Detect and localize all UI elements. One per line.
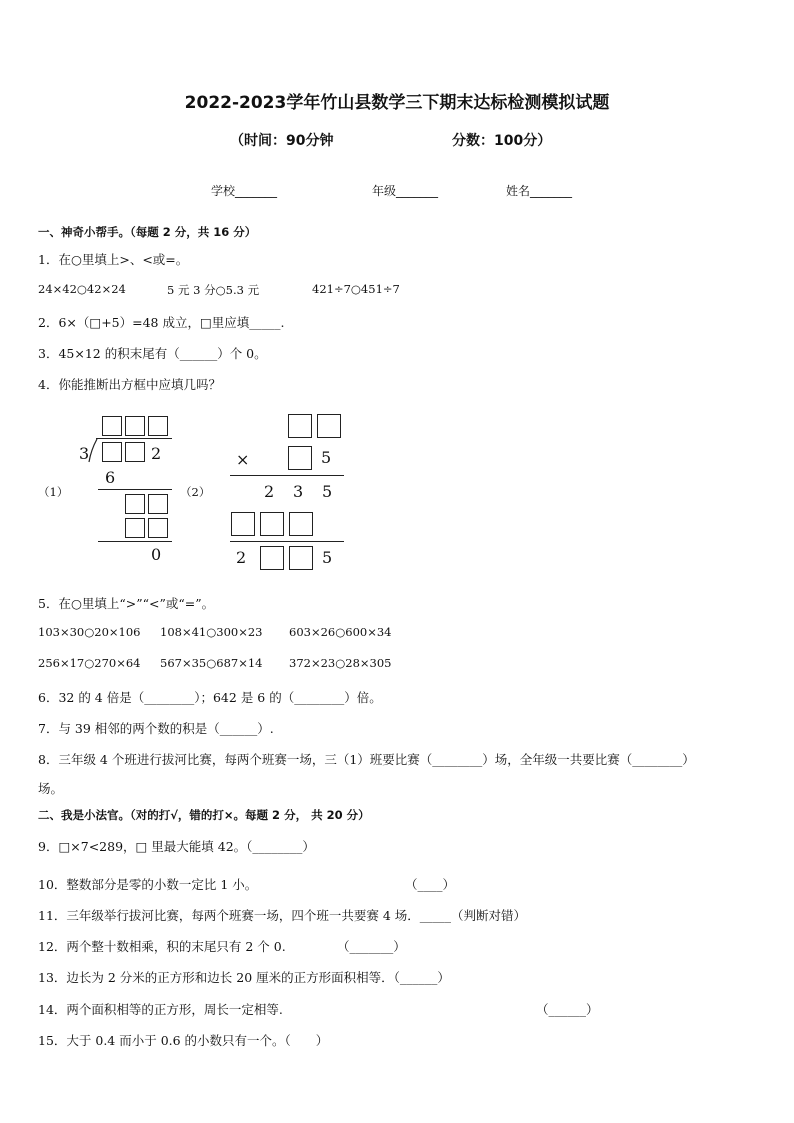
dividend-digit: 2 <box>151 444 162 463</box>
multiplier-digit: 5 <box>321 448 332 467</box>
answer-box[interactable] <box>148 518 168 538</box>
subtract-digit: 6 <box>105 468 116 487</box>
partial-digit: 5 <box>322 482 333 501</box>
partial-digit: 3 <box>293 482 304 501</box>
q4-label-2: （2） <box>180 485 211 499</box>
remainder-digit: 0 <box>151 545 162 564</box>
q4-label-1: （1） <box>38 485 69 499</box>
question-1: 1．在○里填上>、<或=。 <box>38 252 189 267</box>
question-4: 4．你能推断出方框中应填几吗？ <box>38 377 221 392</box>
q5-item: 256×17○270×64 <box>38 656 141 670</box>
answer-box[interactable] <box>125 494 145 514</box>
q5-item: 372×23○28×305 <box>289 656 392 670</box>
answer-blank-14[interactable]: （______） <box>536 1002 599 1017</box>
q1-item-2: 5 元 3 分○5.3 元 <box>167 283 260 297</box>
question-13: 13．边长为 2 分米的正方形和边长 20 厘米的正方形面积相等．（______） <box>38 970 450 985</box>
multiply-sign: × <box>236 450 250 469</box>
answer-box[interactable] <box>288 414 312 438</box>
result-digit: 5 <box>322 548 333 567</box>
answer-box[interactable] <box>260 512 284 536</box>
score-label: 分数：100分） <box>452 133 552 149</box>
question-7: 7．与 39 相邻的两个数的积是（______）. <box>38 721 274 736</box>
question-12: 12．两个整十数相乘，积的末尾只有 2 个 0. <box>38 939 286 954</box>
answer-box[interactable] <box>231 512 255 536</box>
answer-box[interactable] <box>102 442 122 462</box>
q5-item: 103×30○20×106 <box>38 625 141 639</box>
school-field[interactable]: 学校_______ <box>211 184 278 198</box>
question-14: 14．两个面积相等的正方形，周长一定相等. <box>38 1002 283 1017</box>
answer-box[interactable] <box>260 546 284 570</box>
subtract-line <box>98 541 172 542</box>
division-bracket <box>88 438 100 464</box>
question-8-continued: 场。 <box>38 781 64 796</box>
result-digit: 2 <box>236 548 247 567</box>
division-bar <box>96 438 172 439</box>
subtract-line <box>98 489 172 490</box>
answer-box[interactable] <box>288 446 312 470</box>
question-3: 3．45×12 的积末尾有（______）个 0。 <box>38 346 267 361</box>
grade-field[interactable]: 年级_______ <box>372 184 439 198</box>
answer-blank-12[interactable]: （_______） <box>337 939 406 954</box>
question-8: 8．三年级 4 个班进行拔河比赛，每两个班赛一场，三（1）班要比赛（________）场，全年级一共要比赛（________） <box>38 752 695 767</box>
q5-item: 567×35○687×14 <box>160 656 263 670</box>
time-label: （时间：90分钟 <box>230 133 334 149</box>
partial-digit: 2 <box>264 482 275 501</box>
divisor: 3 <box>79 444 90 463</box>
question-10: 10．整数部分是零的小数一定比 1 小。 <box>38 877 258 892</box>
question-2: 2．6×（□+5）=48 成立，□里应填_____. <box>38 315 285 330</box>
answer-box[interactable] <box>289 546 313 570</box>
answer-box[interactable] <box>102 416 122 436</box>
q1-item-1: 24×42○42×24 <box>38 282 126 296</box>
multiply-line <box>230 541 344 542</box>
q5-item: 603×26○600×34 <box>289 625 392 639</box>
question-15: 15．大于 0.4 而小于 0.6 的小数只有一个。（ ） <box>38 1033 329 1048</box>
section-heading-1: 一、神奇小帮手。（每题 2 分，共 16 分） <box>38 225 257 239</box>
question-11: 11．三年级举行拔河比赛，每两个班赛一场，四个班一共要赛 4 场．_____（判断对错） <box>38 908 527 923</box>
answer-box[interactable] <box>317 414 341 438</box>
answer-box[interactable] <box>125 518 145 538</box>
q1-item-3: 421÷7○451÷7 <box>312 282 400 296</box>
page-title: 2022-2023学年竹山县数学三下期末达标检测模拟试题 <box>184 93 610 113</box>
answer-box[interactable] <box>148 416 168 436</box>
q5-item: 108×41○300×23 <box>160 625 263 639</box>
name-field[interactable]: 姓名_______ <box>506 184 573 198</box>
question-6: 6．32 的 4 倍是（________）；642 是 6 的（________）倍。 <box>38 690 382 705</box>
answer-box[interactable] <box>125 416 145 436</box>
answer-box[interactable] <box>125 442 145 462</box>
section-heading-2: 二、我是小法官。（对的打√，错的打×。每题 2 分， 共 20 分） <box>38 808 370 822</box>
question-5: 5．在○里填上“>”“<”或“=”。 <box>38 596 215 611</box>
answer-box[interactable] <box>289 512 313 536</box>
question-9: 9．□×7<289，□ 里最大能填 42。（________） <box>38 839 315 854</box>
answer-blank-10[interactable]: （____） <box>405 877 456 892</box>
answer-box[interactable] <box>148 494 168 514</box>
multiply-line <box>230 475 344 476</box>
